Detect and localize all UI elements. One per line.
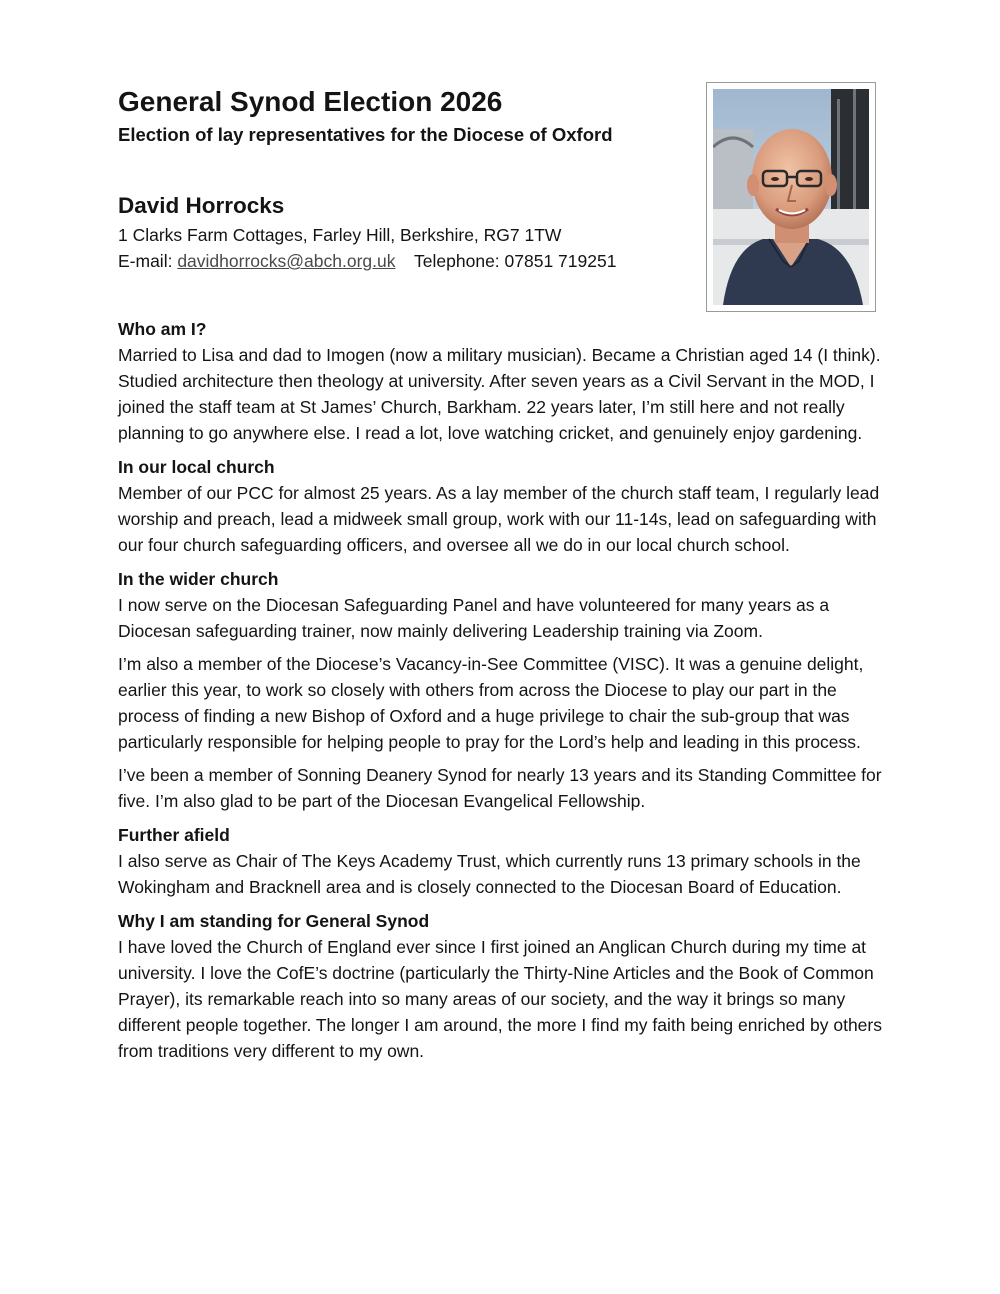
section-heading: Why I am standing for General Synod (118, 911, 430, 931)
candidate-contact (118, 249, 616, 273)
email-label: E-mail: (118, 251, 173, 271)
section-paragraph: I now serve on the Diocesan Safeguarding Panel and have volunteered for many years as a Diocesan safeguarding trainer, now mainly delivering Leadership training via Zoom. (118, 595, 830, 641)
page-subtitle: Election of lay representatives for the Diocese of Oxford (118, 124, 613, 145)
candidate-photo (713, 89, 869, 305)
telephone-text: Telephone: 07851 719251 (414, 251, 617, 271)
section-who-am-i (118, 316, 888, 446)
candidate-name: David Horrocks (118, 193, 285, 218)
section-paragraph: I have loved the Church of England ever since I first joined an Anglican Church during my time at university. I love the CofE’s doctrine (particularly the Thirty-Nine Articles and the Book of Common Prayer), its remarkable reach into so many areas of our society, and the way it brings so many different people together. The longer I am around, the more I find my faith being enriched by others from traditions very different to my own. (118, 937, 882, 1061)
section-local-church (118, 454, 888, 558)
main-content (118, 316, 888, 1072)
candidate-address: 1 Clarks Farm Cottages, Farley Hill, Berkshire, RG7 1TW (118, 225, 562, 245)
section-why-standing (118, 908, 888, 1064)
section-further-afield (118, 822, 888, 900)
section-heading: In our local church (118, 457, 275, 477)
section-heading: In the wider church (118, 569, 279, 589)
section-paragraph: Married to Lisa and dad to Imogen (now a military musician). Became a Christian aged 14 (I think). Studied architecture then theology at university. After seven years as a Civil Servant in the MOD, I joined the staff team at St James’ Church, Barkham. 22 years later, I’m still here and not really planning to go anywhere else. I read a lot, love watching cricket, and genuinely enjoy gardening. (118, 345, 881, 443)
candidate-photo-frame (706, 82, 876, 312)
section-paragraph: I’m also a member of the Diocese’s Vacancy-in-See Committee (VISC). It was a genuine delight, earlier this year, to work so closely with others from across the Diocese to play our part in the process of finding a new Bishop of Oxford and a huge privilege to chair the sub-group that was particularly responsible for helping people to pray for the Lord’s help and leading in this process. (118, 654, 864, 752)
section-heading: Further afield (118, 825, 230, 845)
section-heading: Who am I? (118, 319, 207, 339)
email-link[interactable]: davidhorrocks@abch.org.uk (177, 251, 396, 271)
page-title: General Synod Election 2026 (118, 86, 503, 117)
section-wider-church (118, 566, 888, 814)
section-paragraph: I also serve as Chair of The Keys Academy Trust, which currently runs 13 primary schools in the Wokingham and Bracknell area and is closely connected to the Diocesan Board of Education. (118, 851, 861, 897)
section-paragraph: Member of our PCC for almost 25 years. As a lay member of the church staff team, I regularly lead worship and preach, lead a midweek small group, work with our 11-14s, lead on safeguarding with our four church safeguarding officers, and oversee all we do in our local church school. (118, 483, 880, 555)
section-paragraph: I’ve been a member of Sonning Deanery Synod for nearly 13 years and its Standing Committee for five. I’m also glad to be part of the Diocesan Evangelical Fellowship. (118, 765, 882, 811)
